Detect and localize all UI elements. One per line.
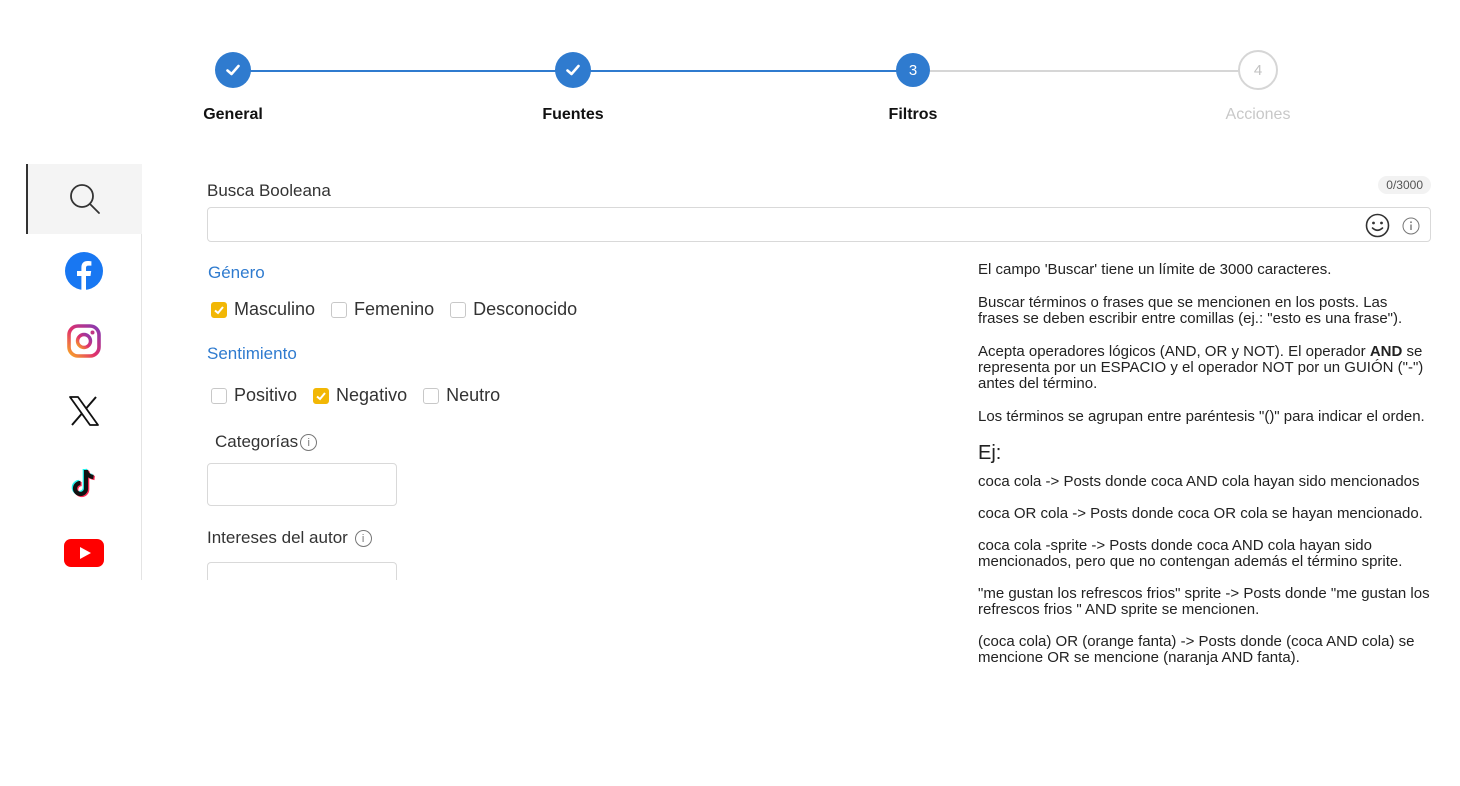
tooltip-example: coca cola -> Posts donde coca AND cola hayan sido mencionados	[978, 473, 1420, 490]
checkbox-negativo[interactable]	[313, 388, 329, 404]
source-sidebar	[26, 164, 142, 580]
tooltip-example: (coca cola) OR (orange fanta) -> Posts donde (coca AND cola) se mencione OR se mencione (naranja AND fanta).	[978, 633, 1415, 666]
sidebar-item-instagram[interactable]	[26, 306, 142, 376]
categories-label: Categorías	[215, 432, 299, 451]
emoji-icon[interactable]	[1365, 213, 1390, 238]
step-label: Fuentes	[542, 106, 604, 123]
sidebar-item-search[interactable]	[26, 164, 142, 234]
boolean-search-input[interactable]	[207, 207, 1431, 242]
gender-options	[211, 299, 593, 320]
tooltip-example-title: Ej:	[978, 442, 1002, 464]
search-icon	[67, 181, 103, 217]
categories-input[interactable]	[207, 463, 397, 506]
sidebar-item-youtube[interactable]	[26, 518, 142, 588]
check-icon	[215, 52, 251, 88]
tooltip-text: Acepta operadores lógicos (AND, OR y NOT). El operador AND se representa por un ESPACIO y el operador NOT por un GUIÓN ("-") antes del término.	[978, 343, 1424, 392]
checkbox-label: Masculino	[234, 299, 316, 319]
instagram-icon	[66, 323, 102, 359]
info-icon[interactable]	[1402, 217, 1420, 235]
tooltip-text: Buscar términos o frases que se mencionen en los posts. Las frases se deben escribir entre comillas (ej.: "esto es una frase").	[978, 294, 1403, 327]
gender-title: Género	[208, 263, 265, 282]
step-fuentes[interactable]	[493, 52, 653, 124]
tooltip-example: coca cola -sprite -> Posts donde coca AND cola hayan sido mencionados, pero que no contengan además el término sprite.	[978, 537, 1403, 570]
checkbox-label: Femenino	[354, 299, 435, 319]
step-acciones[interactable]	[1178, 52, 1338, 124]
author-interests-field-label	[207, 528, 372, 548]
step-general[interactable]	[153, 52, 313, 124]
tiktok-icon	[68, 467, 100, 499]
checkbox-label: Negativo	[336, 385, 408, 405]
step-label: General	[203, 106, 263, 123]
checkbox-neutro[interactable]	[423, 388, 439, 404]
step-number: 3	[896, 53, 930, 87]
tooltip-text: El campo 'Buscar' tiene un límite de 3000 caracteres.	[978, 261, 1332, 278]
sentiment-title: Sentimiento	[207, 344, 297, 363]
checkbox-label: Positivo	[234, 385, 298, 405]
boolean-search-label: Busca Booleana	[207, 181, 331, 200]
stepper	[0, 0, 1460, 140]
check-icon	[555, 52, 591, 88]
info-icon[interactable]: i	[355, 530, 372, 547]
x-icon	[68, 396, 100, 426]
step-label: Filtros	[888, 106, 938, 123]
sidebar-item-tiktok[interactable]	[26, 448, 142, 518]
checkbox-desconocido[interactable]	[450, 302, 466, 318]
facebook-icon	[64, 251, 104, 291]
tooltip-text: Los términos se agrupan entre paréntesis "()" para indicar el orden.	[978, 408, 1425, 425]
author-interests-label: Intereses del autor	[207, 528, 348, 547]
checkbox-masculino[interactable]	[211, 302, 227, 318]
youtube-icon	[64, 539, 104, 567]
step-label: Acciones	[1225, 106, 1291, 123]
checkbox-label: Neutro	[446, 385, 501, 405]
checkbox-label: Desconocido	[473, 299, 578, 319]
sentiment-options	[211, 385, 516, 406]
sidebar-item-x[interactable]	[26, 376, 142, 446]
info-icon[interactable]: i	[300, 434, 317, 451]
step-filtros[interactable]	[833, 52, 993, 124]
author-interests-input[interactable]	[207, 562, 397, 580]
char-counter: 0/3000	[1378, 176, 1431, 194]
checkbox-positivo[interactable]	[211, 388, 227, 404]
tooltip-example: "me gustan los refrescos frios" sprite -> Posts donde "me gustan los refrescos frios " AND sprite se mencionen.	[978, 585, 1430, 618]
checkbox-femenino[interactable]	[331, 302, 347, 318]
categories-field-label	[215, 432, 317, 452]
step-number: 4	[1238, 50, 1278, 90]
tooltip-example: coca OR cola -> Posts donde coca OR cola se hayan mencionado.	[978, 505, 1423, 522]
sidebar-item-facebook[interactable]	[26, 236, 142, 306]
boolean-search-tooltip	[962, 250, 1440, 750]
